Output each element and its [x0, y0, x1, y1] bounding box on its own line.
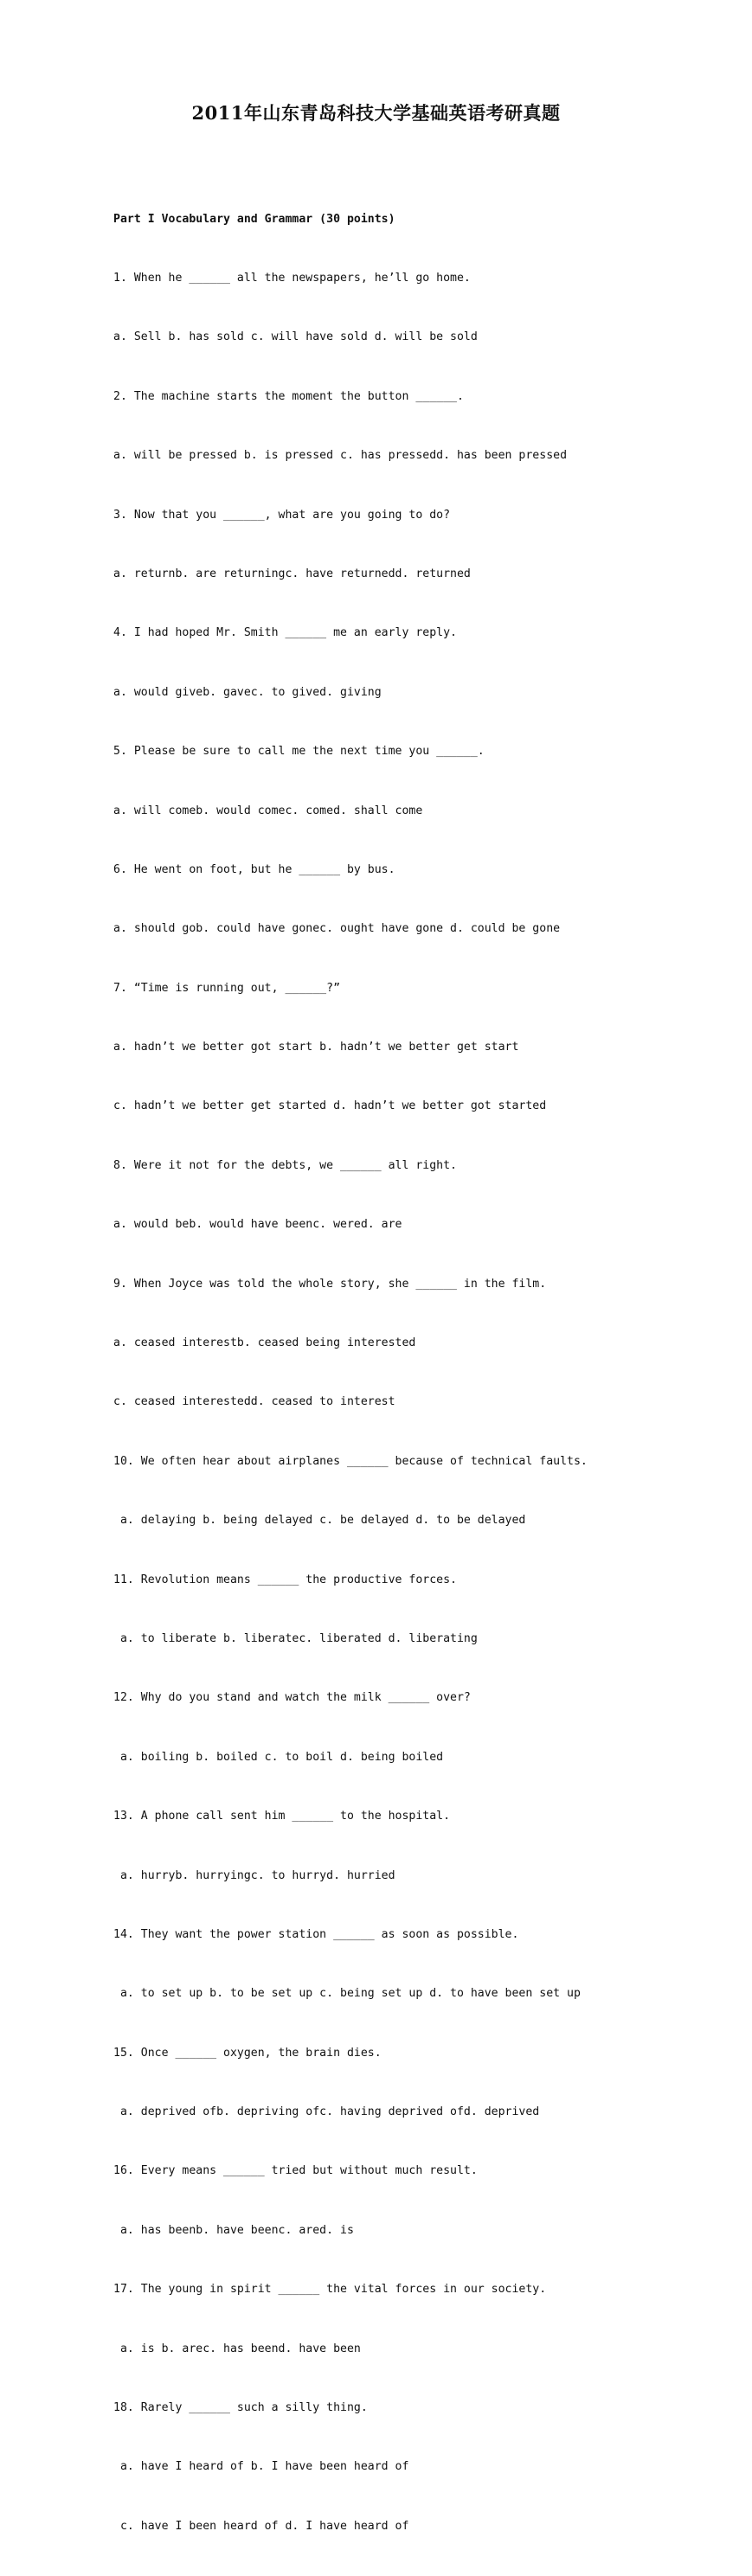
options-8: a. would beb. would have beenc. wered. are [113, 1218, 402, 1232]
options-9c: c. ceased interestedd. ceased to interest [113, 1395, 395, 1409]
question-8: 8. Were it not for the debts, we ______ all right. [113, 1158, 457, 1172]
options-3: a. returnb. are returningc. have returnedd. returned [113, 567, 471, 580]
question-11: 11. Revolution means ______ the productive forces. [113, 1573, 457, 1586]
options-1: a. Sell b. has sold c. will have sold d. will be sold [113, 330, 478, 344]
question-13: 13. A phone call sent him ______ to the hospital. [113, 1810, 451, 1823]
options-2: a. will be pressed b. is pressed c. has pressedd. has been pressed [113, 449, 568, 463]
question-12: 12. Why do you stand and watch the milk ______ over? [113, 1691, 471, 1705]
question-16: 16. Every means ______ tried but without much result. [113, 2164, 478, 2178]
options-9a: a. ceased interestb. ceased being interested [113, 1336, 416, 1350]
options-16: a. has beenb. have beenc. ared. is [113, 2223, 354, 2237]
question-1: 1. When he ______ all the newspapers, he’ll go home. [113, 271, 471, 285]
question-7: 7. “Time is running out, ______?” [113, 981, 341, 995]
question-4: 4. I had hoped Mr. Smith ______ me an early reply. [113, 626, 457, 640]
section-heading: Part I Vocabulary and Grammar (30 points) [113, 212, 395, 226]
options-6: a. should gob. could have gonec. ought have gone d. could be gone [113, 922, 561, 936]
question-17: 17. The young in spirit ______ the vital forces in our society. [113, 2283, 547, 2297]
question-10: 10. We often hear about airplanes ______ because of technical faults. [113, 1454, 588, 1468]
options-17: a. is b. arec. has beend. have been [113, 2342, 361, 2355]
question-18: 18. Rarely ______ such a silly thing. [113, 2401, 368, 2415]
question-6: 6. He went on foot, but he ______ by bus. [113, 862, 395, 876]
options-15: a. deprived ofb. depriving ofc. having deprived ofd. deprived [113, 2105, 540, 2119]
options-18a: a. have I heard of b. I have been heard of [113, 2460, 409, 2474]
options-4: a. would giveb. gavec. to gived. giving [113, 685, 382, 699]
question-9: 9. When Joyce was told the whole story, she ______ in the film. [113, 1277, 547, 1291]
question-14: 14. They want the power station ______ as soon as possible. [113, 1927, 519, 1941]
options-7a: a. hadn’t we better got start b. hadn’t we better get start [113, 1041, 519, 1054]
exam-content [113, 170, 719, 2576]
options-13: a. hurryb. hurryingc. to hurryd. hurried [113, 1868, 395, 1882]
options-18c: c. have I been heard of d. I have heard of [113, 2519, 409, 2533]
options-10: a. delaying b. being delayed c. be delayed d. to be delayed [113, 1514, 526, 1528]
question-15: 15. Once ______ oxygen, the brain dies. [113, 2046, 382, 2060]
options-12: a. boiling b. boiled c. to boil d. being boiled [113, 1750, 444, 1764]
options-14: a. to set up b. to be set up c. being set up d. to have been set up [113, 1987, 581, 2001]
question-2: 2. The machine starts the moment the button ______. [113, 389, 464, 403]
question-5: 5. Please be sure to call me the next time you ______. [113, 745, 485, 759]
question-3: 3. Now that you ______, what are you going to do? [113, 508, 451, 522]
options-7c: c. hadn’t we better get started d. hadn’t we better got started [113, 1099, 547, 1113]
options-5: a. will comeb. would comec. comed. shall come [113, 804, 423, 817]
document-title: 2011年山东青岛科技大学基础英语考研真题 [191, 102, 561, 124]
options-11: a. to liberate b. liberatec. liberated d. liberating [113, 1631, 478, 1645]
